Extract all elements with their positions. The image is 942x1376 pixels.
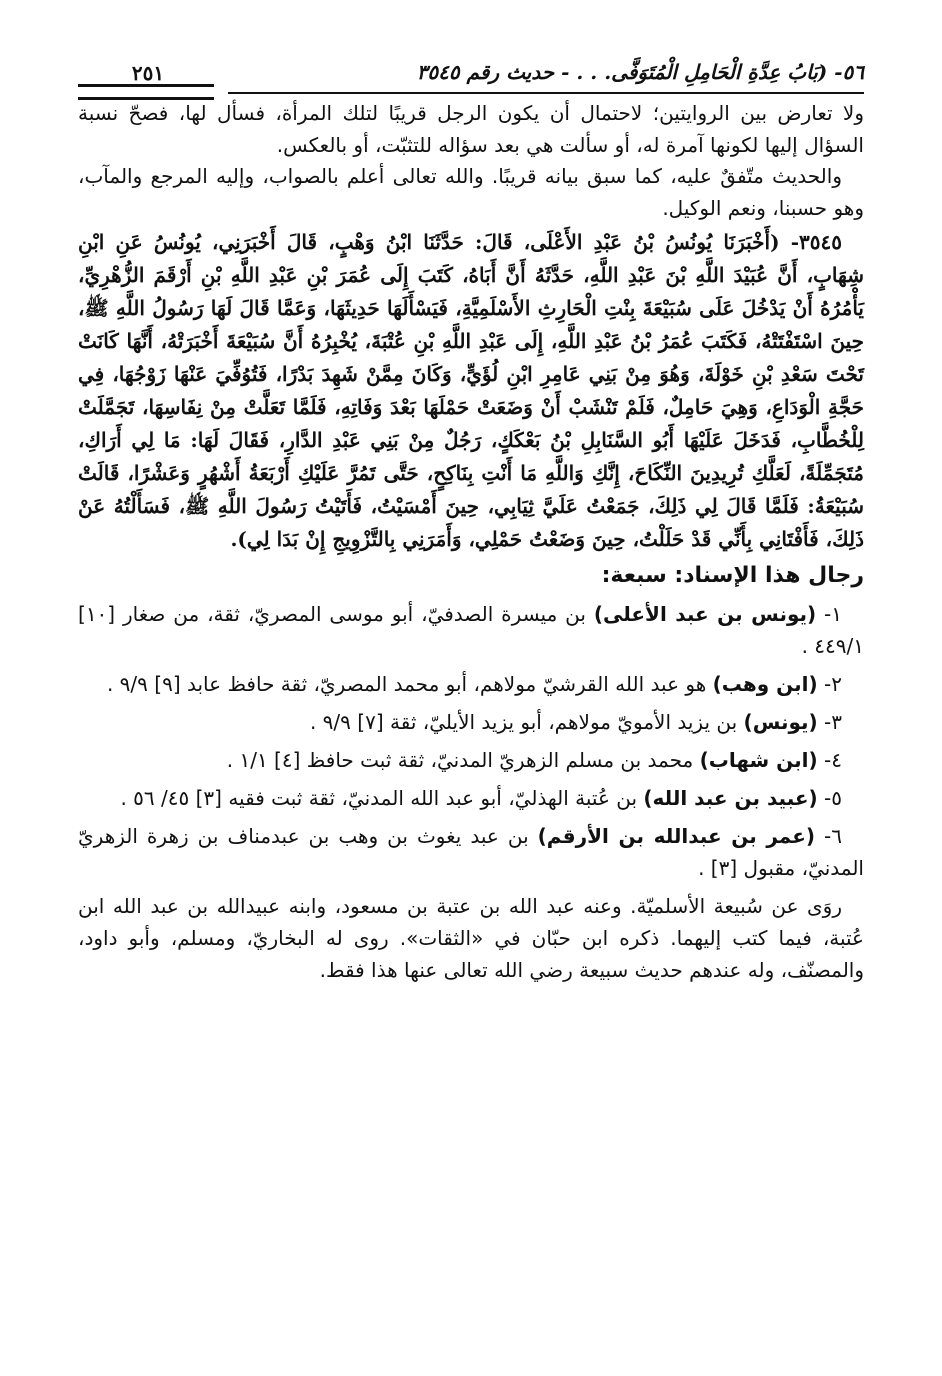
hadith-text: ٣٥٤٥- (أَخْبَرَنَا يُونُسُ بْنُ عَبْدِ الأَعْلَى، قَالَ: حَدَّثَنَا ابْنُ وَهْبٍ، قَالَ أَخْبَرَنِي، يُونُسُ عَنِ ابْنِ شِهَابٍ، أَنَّ عُبَيْدَ اللَّهِ بْنَ عَبْدِ اللَّهِ، حَدَّثَهُ أَنَّ أَبَاهُ، كَتَبَ إِلَى عُمَرَ بْنِ عَبْدِ اللَّهِ بْنِ أَرْقَمَ الزُّهْرِيِّ، يَأْمُرُهُ أَنْ يَدْخُلَ عَلَى سُبَيْعَةَ بِنْتِ الْحَارِثِ الأَسْلَمِيَّةِ، فَيَسْأَلَهَا حَدِيثَهَا، وَعَمَّا قَالَ لَهَا رَسُولُ اللَّهِ ﷺ، حِينَ اسْتَفْتَتْهُ، فَكَتَبَ عُمَرُ بْنُ عَبْدِ اللَّهِ، إِلَى عَبْدِ اللَّهِ بْنِ عُتْبَةَ، يُخْبِرُهُ أَنَّ سُبَيْعَةَ أَخْبَرَتْهُ، أَنَّهَا كَانَتْ تَحْتَ سَعْدِ بْنِ خَوْلَةَ، وَهُوَ مِنْ بَنِي عَامِرِ ابْنِ لُؤَيٍّ، وَكَانَ مِمَّنْ شَهِدَ بَدْرًا، فَتُوُفِّيَ عَنْهَا زَوْجُهَا، فِي حَجَّةِ الْوَدَاعِ، وَهِيَ حَامِلٌ، فَلَمْ تَنْشَبْ أَنْ وَضَعَتْ حَمْلَهَا بَعْدَ وَفَاتِهِ، فَلَمَّا تَعَلَّتْ مِنْ نِفَاسِهَا، تَجَمَّلَتْ لِلْخُطَّابِ، فَدَخَلَ عَلَيْهَا أَبُو السَّنَابِلِ بْنُ بَعْكَكٍ، رَجُلٌ مِنْ بَنِي عَبْدِ الدَّارِ، فَقَالَ لَهَا: مَا لِي أَرَاكِ، مُتَجَمِّلَةً، لَعَلَّكِ تُرِيدِينَ النِّكَاحَ، إِنَّكِ وَاللَّهِ مَا أَنْتِ بِنَاكِحٍ، حَتَّى تَمُرَّ عَلَيْكِ أَرْبَعَةُ أَشْهُرٍ وَعَشْرًا، قَالَتْ سُبَيْعَةُ: فَلَمَّا قَالَ لِي ذَلِكَ، جَمَعْتُ عَلَيَّ ثِيَابِي، حِينَ أَمْسَيْتُ، فَأَتَيْتُ رَسُولَ اللَّهِ ﷺ، فَسَأَلْتُهُ عَنْ ذَلِكَ، فَأَفْتَانِي بِأَنِّي قَدْ حَلَلْتُ، حِينَ وَضَعْتُ حَمْلِي، وَأَمَرَنِي بِالتَّزْوِيجِ إِنْ بَدَا لِي). xyxy=(78,230,865,551)
narrator-details: بن يزيد الأمويّ مولاهم، أبو يزيد الأيليّ، ثقة [٧] ٩/٩ . xyxy=(309,710,744,734)
narrator-name: (ابن شهاب) xyxy=(699,748,818,772)
narrator-details: محمد بن مسلم الزهريّ المدنيّ، ثقة ثبت حافظ [٤] ١/١ . xyxy=(226,748,700,772)
book-page xyxy=(78,48,864,986)
header-rule-thin xyxy=(228,92,864,94)
narrator-name: (يونس بن عبد الأعلى) xyxy=(593,602,817,626)
narrator-name: (عبيد بن عبد الله) xyxy=(643,786,818,810)
running-header xyxy=(78,48,864,84)
closing-paragraph: روَى عن سُبيعة الأسلميّة. وعنه عبد الله بن عتبة بن مسعود، وابنه عبيدالله بن عبد الله ابن عُتبة، فيما كتب إليهما. ذكره ابن حبّان في «الثقات». روى له البخاريّ، ومسلم، وأبو داود، والمصنّف، وله عندهم حديث سبيعة رضي الله تعالى عنها هذا فقط. xyxy=(78,894,864,982)
narrator-item xyxy=(78,706,864,738)
narrator-number: ٤- xyxy=(817,748,842,772)
narrator-item xyxy=(78,820,864,884)
narrator-details: بن عبد يغوث بن وهب بن عبدمناف بن زهرة الزهريّ المدنيّ، مقبول [٣] . xyxy=(78,824,864,880)
intro-paragraph-1: ولا تعارض بين الروايتين؛ لاحتمال أن يكون الرجل قريبًا لتلك المرأة، فسأل لها، فصحّ نسبة السؤال إليها لكونها آمرة له، أو سألت هي بعد سؤاله للتثبّت، أو بالعكس. xyxy=(78,101,864,157)
chapter-title: ٥٦- (بَابُ عِدَّةِ الْحَامِلِ الْمُتَوَفَّى. . . - حديث رقم ٣٥٤٥ xyxy=(416,60,864,84)
narrator-name: (يونس) xyxy=(743,710,818,734)
narrator-item xyxy=(78,782,864,814)
narrator-details: هو عبد الله القرشيّ مولاهم، أبو محمد المصريّ، ثقة حافظ عابد [٩] ٩/٩ . xyxy=(106,672,713,696)
header-rule-double xyxy=(78,84,214,100)
narrator-number: ٦- xyxy=(815,824,842,848)
narrator-number: ٣- xyxy=(817,710,842,734)
narrator-item xyxy=(78,598,864,662)
narrator-name: (عمر بن عبدالله بن الأرقم) xyxy=(537,824,816,848)
page-number: ٢٥١ xyxy=(131,61,165,85)
page-number-box xyxy=(78,62,218,84)
narrator-list xyxy=(78,598,864,884)
narrator-details: بن عُتبة الهذليّ، أبو عبد الله المدنيّ، ثقة ثبت فقيه [٣] ٤٥/ ٥٦ . xyxy=(120,786,644,810)
narrator-number: ٥- xyxy=(817,786,842,810)
narrator-number: ٢- xyxy=(817,672,842,696)
intro-commentary xyxy=(78,98,864,224)
narrator-item xyxy=(78,744,864,776)
narrator-number: ١- xyxy=(816,602,843,626)
header-rule xyxy=(78,84,864,98)
narrator-name: (ابن وهب) xyxy=(712,672,818,696)
narrator-details: بن ميسرة الصدفيّ، أبو موسى المصريّ، ثقة، من صغار [١٠] ٤٤٩/١ . xyxy=(78,602,864,658)
isnad-heading: رجال هذا الإسناد: سبعة: xyxy=(601,563,864,588)
intro-paragraph-2: والحديث متّفقٌ عليه، كما سبق بيانه قريبًا. والله تعالى أعلم بالصواب، وإليه المرجع والمآب، وهو حسبنا، ونعم الوكيل. xyxy=(78,164,864,220)
narrator-item xyxy=(78,668,864,700)
